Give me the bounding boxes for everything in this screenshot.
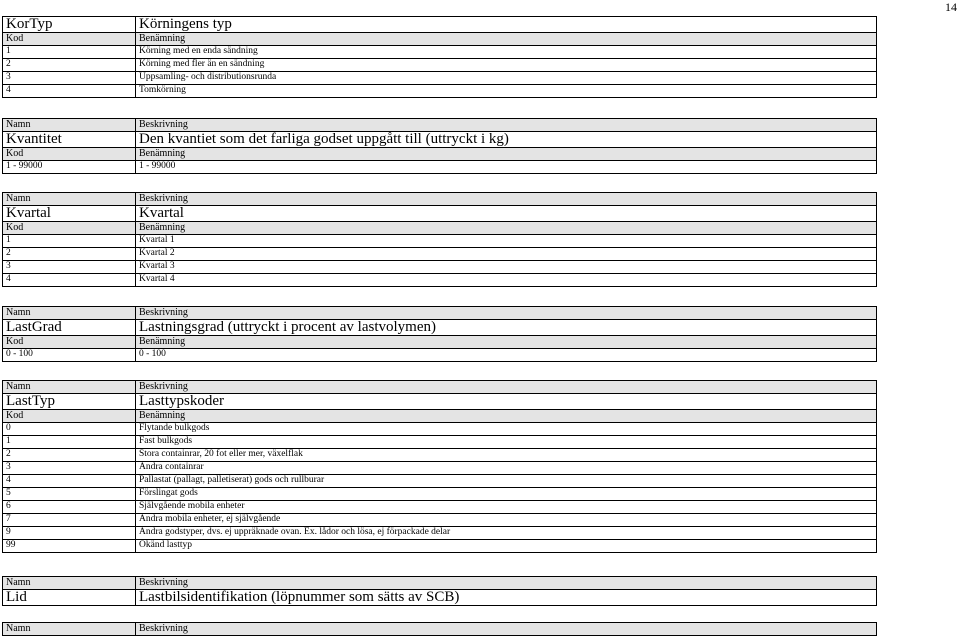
header-row [3, 577, 877, 590]
variable-title-row [3, 320, 877, 336]
label-cell: Uppsamling- och distributionsrunda [136, 72, 877, 85]
variable-name: LastGrad [3, 320, 136, 336]
label-cell: Körning med en enda sändning [136, 46, 877, 59]
beskrivning-header: Beskrivning [136, 119, 877, 132]
code-cell: 3 [3, 72, 136, 85]
label-cell: Kvartal 2 [136, 248, 877, 261]
namn-header: Namn [3, 577, 136, 590]
variable-name: LastTyp [3, 394, 136, 410]
variable-title-row [3, 132, 877, 148]
variable-title-row [3, 590, 877, 606]
code-cell: 2 [3, 248, 136, 261]
variable-description: Lastningsgrad (uttryckt i procent av lastvolymen) [136, 320, 877, 336]
variable-title-row [3, 394, 877, 410]
namn-header: Namn [3, 381, 136, 394]
variable-title-row [3, 17, 877, 33]
kod-header: Kod [3, 410, 136, 423]
variable-description: Körningens typ [136, 17, 877, 33]
code-cell: 0 [3, 423, 136, 436]
header-row [3, 193, 877, 206]
label-cell: Tomkörning [136, 85, 877, 98]
header-row [3, 119, 877, 132]
table-row [3, 475, 877, 488]
code-table [2, 16, 877, 98]
namn-header: Namn [3, 119, 136, 132]
header-row [3, 623, 877, 636]
variable-description: Kvartal [136, 206, 877, 222]
kod-header: Kod [3, 336, 136, 349]
code-header-row [3, 410, 877, 423]
benamning-header: Benämning [136, 33, 877, 46]
benamning-header: Benämning [136, 148, 877, 161]
table-row [3, 527, 877, 540]
table-row [3, 161, 877, 174]
code-cell: 4 [3, 274, 136, 287]
table-row [3, 85, 877, 98]
code-cell: 4 [3, 85, 136, 98]
variable-name: Kvartal [3, 206, 136, 222]
code-header-row [3, 148, 877, 161]
kod-header: Kod [3, 33, 136, 46]
namn-header: Namn [3, 307, 136, 320]
table-row [3, 59, 877, 72]
table-row [3, 46, 877, 59]
variable-description: Lasttypskoder [136, 394, 877, 410]
label-cell: 1 - 99000 [136, 161, 877, 174]
benamning-header: Benämning [136, 222, 877, 235]
code-cell: 1 [3, 235, 136, 248]
code-cell: 99 [3, 540, 136, 553]
header-row [3, 307, 877, 320]
code-header-row [3, 33, 877, 46]
label-cell: Andra mobila enheter, ej självgående [136, 514, 877, 527]
variable-description: Den kvantiet som det farliga godset uppgått till (uttryckt i kg) [136, 132, 877, 148]
table-row [3, 449, 877, 462]
label-cell: Andra godstyper, dvs. ej uppräknade ovan. Ex. lådor och lösa, ej förpackade delar [136, 527, 877, 540]
code-cell: 2 [3, 449, 136, 462]
benamning-header: Benämning [136, 410, 877, 423]
code-table [2, 192, 877, 287]
label-cell: Kvartal 3 [136, 261, 877, 274]
label-cell: Pallastat (pallagt, palletiserat) gods och rullburar [136, 475, 877, 488]
kod-header: Kod [3, 148, 136, 161]
label-cell: Flytande bulkgods [136, 423, 877, 436]
label-cell: Kvartal 1 [136, 235, 877, 248]
label-cell: Stora containrar, 20 fot eller mer, växelflak [136, 449, 877, 462]
code-cell: 3 [3, 261, 136, 274]
benamning-header: Benämning [136, 336, 877, 349]
namn-header: Namn [3, 193, 136, 206]
label-cell: Fast bulkgods [136, 436, 877, 449]
variable-description: Lastbilsidentifikation (löpnummer som sätts av SCB) [136, 590, 877, 606]
beskrivning-header: Beskrivning [136, 193, 877, 206]
header-row [3, 381, 877, 394]
code-cell: 2 [3, 59, 136, 72]
code-cell: 7 [3, 514, 136, 527]
table-row [3, 462, 877, 475]
label-cell: Andra containrar [136, 462, 877, 475]
table-row [3, 248, 877, 261]
table-row [3, 235, 877, 248]
table-row [3, 514, 877, 527]
table-row [3, 349, 877, 362]
code-header-row [3, 222, 877, 235]
label-cell: Körning med fler än en sändning [136, 59, 877, 72]
code-table [2, 118, 877, 174]
table-row [3, 436, 877, 449]
namn-header: Namn [3, 623, 136, 636]
code-cell: 1 [3, 46, 136, 59]
kod-header: Kod [3, 222, 136, 235]
table-row [3, 501, 877, 514]
code-cell: 0 - 100 [3, 349, 136, 362]
table-row [3, 72, 877, 85]
label-cell: Självgående mobila enheter [136, 501, 877, 514]
beskrivning-header: Beskrivning [136, 381, 877, 394]
table-row [3, 261, 877, 274]
table-row [3, 540, 877, 553]
table-row [3, 274, 877, 287]
code-cell: 1 - 99000 [3, 161, 136, 174]
variable-title-row [3, 206, 877, 222]
code-cell: 4 [3, 475, 136, 488]
code-table [2, 622, 877, 636]
table-row [3, 423, 877, 436]
code-table [2, 576, 877, 606]
variable-name: Kvantitet [3, 132, 136, 148]
variable-name: Lid [3, 590, 136, 606]
beskrivning-header: Beskrivning [136, 623, 877, 636]
variable-name: KorTyp [3, 17, 136, 33]
label-cell: 0 - 100 [136, 349, 877, 362]
table-row [3, 488, 877, 501]
code-table [2, 306, 877, 362]
label-cell: Kvartal 4 [136, 274, 877, 287]
label-cell: Förslingat gods [136, 488, 877, 501]
code-cell: 9 [3, 527, 136, 540]
label-cell: Okänd lasttyp [136, 540, 877, 553]
beskrivning-header: Beskrivning [136, 307, 877, 320]
page-number: 14 [945, 0, 957, 14]
code-header-row [3, 336, 877, 349]
code-cell: 3 [3, 462, 136, 475]
code-cell: 1 [3, 436, 136, 449]
code-table [2, 380, 877, 553]
code-cell: 6 [3, 501, 136, 514]
beskrivning-header: Beskrivning [136, 577, 877, 590]
code-cell: 5 [3, 488, 136, 501]
